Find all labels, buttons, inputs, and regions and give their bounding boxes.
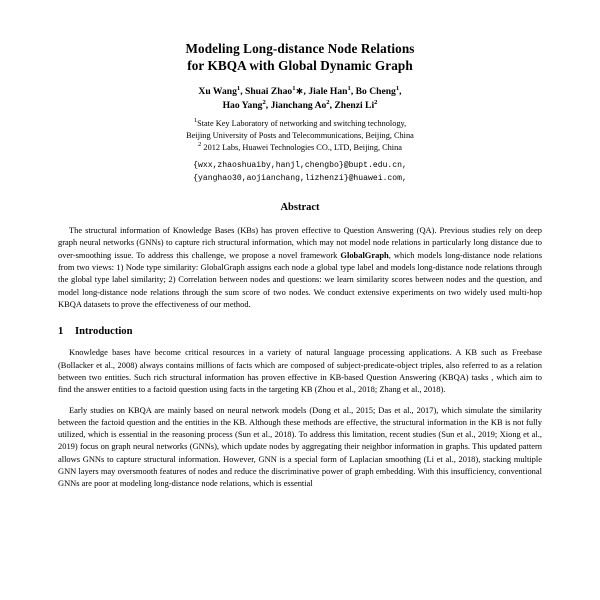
affiliation-line-1: $^1$State Key Laboratory of networking and switching technology, xyxy=(193,117,407,128)
title-line-1: Modeling Long-distance Node Relations xyxy=(185,41,415,56)
affiliation-line-3: $^2$ 2012 Labs, Huawei Technologies CO., LTD, Beijing, China xyxy=(198,141,402,152)
section-heading-introduction xyxy=(58,326,542,337)
paragraph: Early studies on KBQA are mainly based on neural network models (Dong et al., 2015; Das et al., 2017), which simulate the similarity between the factoid question and the entities in the KB. Although these methods are effective, the structural information in the KB is not fully utilized, which is essential in the reasoning process (Sun et al., 2018). To address this limitation, recent studies (Sun et al., 2019; Xiong et al., 2019) focus on graph neural networks (GNNs), which update nodes by aggregating their neighbor information in graphs. This updated pattern allows GNNs to capture structural information. However, GNN is a special form of Laplacian smoothing (Li et al., 2018), stacking multiple GNN layers may oversmooth features of nodes and reduce the discriminative power of graph embedding. With this insufficiency, conventional GNNs are poor at modeling long-distance node relations, which is essential xyxy=(58,404,542,489)
author-line-1: Xu Wang$^1$, Shuai Zhao$^1$∗, Jiale Han$^1$, Bo Cheng$^1$, xyxy=(198,84,402,97)
title-line-2: for KBQA with Global Dynamic Graph xyxy=(187,58,413,73)
abstract-text: The structural information of Knowledge Bases (KBs) has proven effective to Question Answering (QA). Previous studies rely on deep graph neural networks (GNNs) to capture rich structural information, which may not model node relations in particularly long distance due to over-smoothing issue. To address this challenge, we propose a novel framework GlobalGraph, which models long-distance node relations from two views: 1) Node type similarity: GlobalGraph assigns each node a global type label and models long-distance node relations through the global type label similarity; 2) Correlation between nodes and questions: we learn similarity scores between nodes and the question, and model long-distance node relations through the sum score of two nodes. We conduct extensive experiments on two widely used multi-hop KBQA datasets to prove the effectiveness of our method. xyxy=(58,225,542,310)
page-title xyxy=(58,40,542,74)
email-line-1: {wxx,zhaoshuaiby,hanjl,chengbo}@bupt.edu.cn, xyxy=(193,161,407,170)
affiliation-block xyxy=(58,118,542,154)
paragraph: Knowledge bases have become critical resources in a variety of natural language processing applications. A KB such as Freebase (Bollacker et al., 2008) always contains millions of facts which are composed of subject-predicate-object triples, also referred to as a relation between two entities. Such rich structural information has proven effective in KB-based Question Answering (KBQA) tasks , which aim to find the answer entities to a factoid question using facts in the targeting KB (Zhou et al., 2018; Zhang et al., 2018). xyxy=(58,347,542,395)
author-list xyxy=(58,85,542,112)
section-number: 1 xyxy=(58,326,64,338)
email-line-2: {yanghao30,aojianchang,lizhenzi}@huawei.com, xyxy=(193,173,407,183)
email-block xyxy=(58,160,542,185)
section-title: Introduction xyxy=(75,326,133,338)
abstract-heading: Abstract xyxy=(280,202,320,213)
author-line-2: Hao Yang$^2$, Jianchang Ao$^2$, Zhenzi Li$^2$ xyxy=(222,98,378,111)
affiliation-line-2: Beijing University of Posts and Telecommunications, Beijing, China xyxy=(186,131,414,140)
